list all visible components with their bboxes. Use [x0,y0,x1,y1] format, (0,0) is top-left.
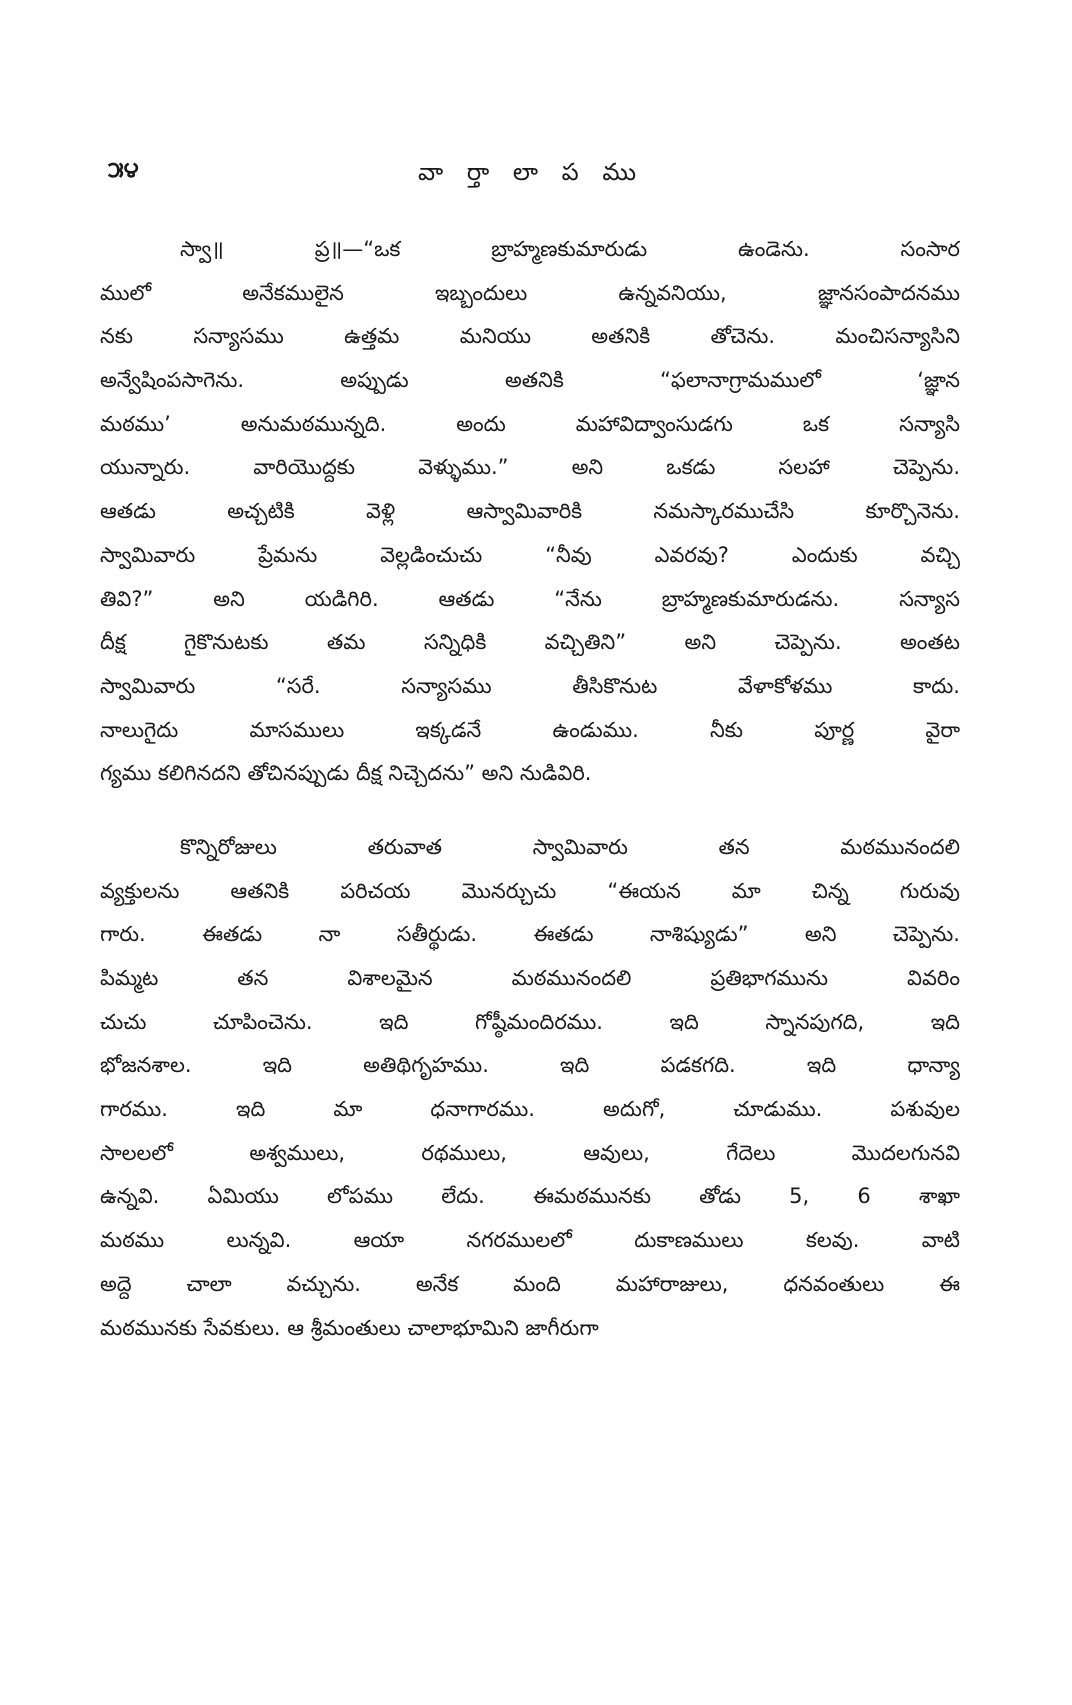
text-line: సాలలలో అశ్వములు, రథములు, ఆవులు, గేదెలు మొదలగునవి [100,1140,960,1165]
text-line: స్వా॥ ప్ర॥—“ఒక బ్రాహ్మణకుమారుడు ఉండెను. సంసార [180,237,960,261]
text-line: మఠము లున్నవి. ఆయా నగరములలో దుకాణములు కలవు. వాటి [100,1228,960,1253]
text-line: ములో అనేకములైన ఇబ్బందులు ఉన్నవనియు, జ్ఞానసంపాదనము [100,280,960,305]
text-line: అద్దె చాలా వచ్చును. అనేక మంది మహారాజులు, ధనవంతులు ఈ [100,1271,960,1296]
text-line: భోజనశాల. ఇది అతిథిగృహము. ఇది పడకగది. ఇది ధాన్యా [100,1053,960,1078]
body-text [100,228,960,1350]
text-line: తివి?” అని యడిగిరి. ఆతడు “నేను బ్రాహ్మణకుమారుడను. సన్యాస [100,586,960,611]
running-title: వా ర్తా లా ప ము [417,158,645,186]
text-line: వ్యక్తులను ఆతనికి పరిచయ మొనర్చుచు “ఈయన మా చిన్న గురువు [100,878,960,903]
text-line: ఉన్నవి. ఏమియు లోపము లేదు. ఈమఠమునకు తోడు 5, 6 శాఖా [100,1184,960,1209]
text-line: ఆతడు అచ్చటికి వెళ్లి ఆస్వామివారికి నమస్కారముచేసి కూర్చొనెను. [100,499,960,524]
text-line: స్వామివారు ప్రేమను వెల్లడించుచు “నీవు ఎవరవు? ఎందుకు వచ్చి [100,542,960,567]
text-line: పిమ్మట తన విశాలమైన మఠమునందలి ప్రతిభాగమును వివరిం [100,966,960,990]
text-line: అన్వేషింపసాగెను. అప్పుడు అతనికి “ఫలానాగ్రామములో ‘జ్ఞాన [100,368,960,393]
paragraph-1 [100,228,960,796]
paragraph-2 [100,826,960,1350]
paragraph-gap [100,796,960,826]
text-line: యున్నారు. వారియొద్దకు వెళ్ళుము.” అని ఒకడు సలహా చెప్పెను. [100,455,960,480]
text-line: చుచు చూపించెను. ఇది గోష్ఠీమందిరము. ఇది స్నానపుగది, ఇది [100,1009,960,1034]
text-line: స్వామివారు “సరే. సన్యాసము తీసికొనుట వేళాకోళము కాదు. [100,673,960,698]
text-line: నకు సన్యాసము ఉత్తమ మనియు అతనికి తోచెను. మంచిసన్యాసిని [100,324,960,349]
text-line: మఠమునకు సేవకులు. ఆ శ్రీమంతులు చాలాభూమిని జాగీరుగా [100,1315,599,1340]
text-line: మఠము’ అనుమఠమున్నది. అందు మహావిద్వాంసుడగు ఒక సన్యాసి [100,411,960,436]
text-line: గ్యము కలిగినదని తోచినప్పుడు దీక్ష నిచ్చెదను” అని నుడివిరి. [100,761,592,786]
page-number: ౫౪ [108,158,139,183]
text-line: కొన్నిరోజులు తరువాత స్వామివారు తన మఠమునందలి [180,834,960,859]
text-line: దీక్ష గైకొనుటకు తమ సన్నిధికి వచ్చితిని” అని చెప్పెను. అంతట [100,630,960,655]
text-line: గారము. ఇది మా ధనాగారము. అదుగో, చూడుము. పశువుల [100,1097,960,1122]
page-header [108,158,954,202]
text-line: గారు. ఈతడు నా సతీర్థుడు. ఈతడు నాశిష్యుడు” అని చెప్పెను. [100,922,960,947]
text-line: నాలుగైదు మాసములు ఇక్కడనే ఉండుము. నీకు పూర్ణ వైరా [100,717,960,742]
